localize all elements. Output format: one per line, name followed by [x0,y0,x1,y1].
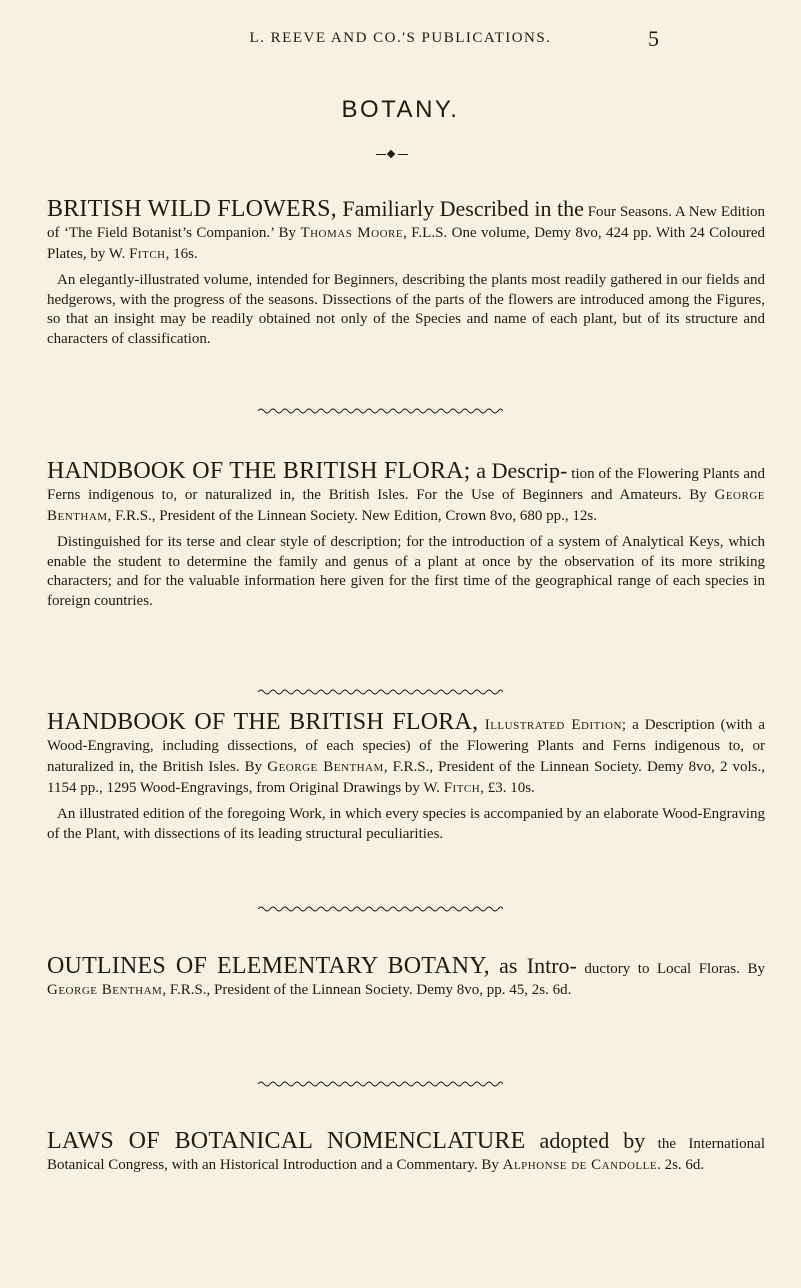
entry-outlines-elementary-botany [47,955,765,1001]
entry-title: BRITISH WILD FLOWERS, [47,196,337,222]
entry-title: LAWS OF BOTANICAL NOMENCLATURE [47,1128,526,1154]
entry-title: HANDBOOK OF THE BRITISH FLORA, [47,709,479,735]
page-number: 5 [648,26,659,51]
running-head: L. REEVE AND CO.'S PUBLICATIONS. [249,30,552,46]
wavy-rule [258,905,503,913]
artist-name: Fitch [129,246,166,262]
section-title: BOTANY. [341,96,460,123]
entry-heading: LAWS OF BOTANICAL NOMENCLATURE adopted by the International Botanical Congress, with an Historical Introduction and a Commentary. By Alphonse de Candolle. 2s. 6d. [47,1128,765,1173]
entry-heading: BRITISH WILD FLOWERS, Familiarly Described in the Four Seasons. A New Edition of ‘The Field Botanist’s Companion.’ By Thomas Moore, F.L.S. One volume, Demy 8vo, 424 pp. With 24 Coloured Plates, by W. Fitch, 16s. [47,196,765,262]
entry-description: An illustrated edition of the foregoing Work, in which every species is accompanied by an elaborate Wood-Engraving of the Plant, with dissections of its leading structural peculiarities. [47,806,765,842]
entry-heading: HANDBOOK OF THE BRITISH FLORA; a Descrip- tion of the Flowering Plants and Ferns indigenous to, or naturalized in, the British Isles. For the Use of Beginners and Amateurs. By George Bentham, F.R.S., President of the Linnean Society. New Edition, Crown 8vo, 680 pp., 12s. [47,458,765,524]
entry-british-wild-flowers [47,198,765,349]
entry-handbook-illustrated [47,709,765,844]
edition-label: Illustrated Edition [478,717,622,733]
entry-description: Distinguished for its terse and clear style of description; for the introduction of a system of Analytical Keys, which enable the student to determine the family and genus of a plant at once by the observation of its more striking characters; and for the valuable information here given for the first time of the geographical range of each species in foreign countries. [47,534,765,609]
author-name: George Bentham [267,759,384,775]
wavy-rule [258,407,503,415]
entry-laws-botanical-nomenclature [47,1130,765,1176]
entry-title: HANDBOOK OF THE BRITISH FLORA; [47,458,471,484]
wavy-rule [258,688,503,696]
artist-name: Fitch [443,780,481,796]
author-name: George Bentham [47,982,163,998]
author-name: George Bentham [47,487,765,524]
entry-heading: OUTLINES OF ELEMENTARY BOTANY, as Intro- ductory to Local Floras. By George Bentham, F.R.S., President of the Linnean Society. Demy 8vo, pp. 45, 2s. 6d. [47,953,766,998]
entry-title: OUTLINES OF ELEMENTARY BOTANY, [47,953,490,979]
entry-description: An elegantly-illustrated volume, intended for Beginners, describing the plants most readily gathered in our fields and hedgerows, with the progress of the seasons. Dissections of the parts of the flowers are introduced among the Figures, so that an insight may be readily obtained not only of the Species and name of each plant, but of its structure and characters of classification. [47,272,765,347]
entry-heading: HANDBOOK OF THE BRITISH FLORA, Illustrated Edition; a Description (with a Wood-Engraving, including dissections, of each species) of the Flowering Plants and Ferns indigenous to, or naturalized in, the British Isles. By George Bentham, F.R.S., President of the Linnean Society. Demy 8vo, 2 vols., 1154 pp., 1295 Wood-Engravings, from Original Drawings by W. Fitch, £3. 10s. [47,709,765,796]
entry-handbook-british-flora [47,460,765,611]
author-name: Thomas Moore [300,225,404,241]
title-ornament [372,150,412,160]
author-name: Alphonse de Candolle [502,1157,658,1173]
wavy-rule [258,1080,503,1088]
